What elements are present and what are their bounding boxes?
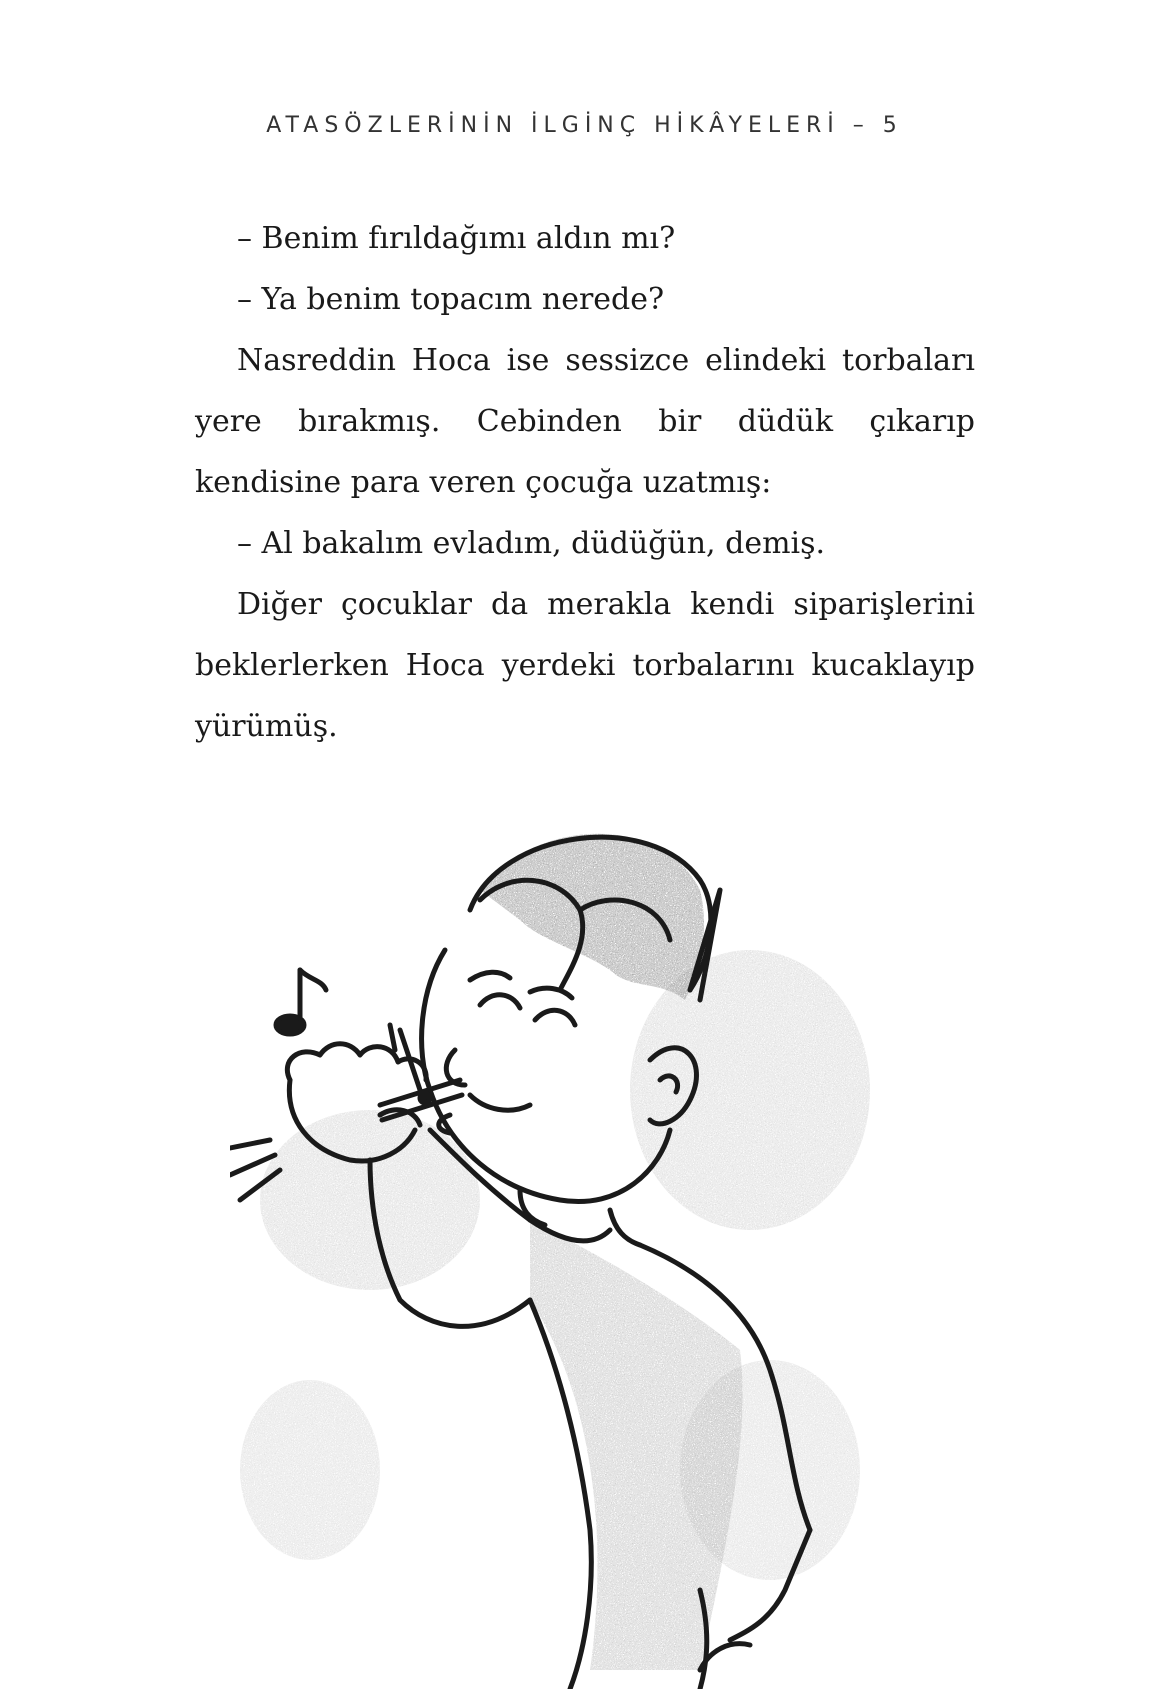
running-header: ATASÖZLERİNİN İLGİNÇ HİKÂYELERİ – 5 (266, 113, 903, 138)
boy-blowing-whistle-illustration (230, 830, 950, 1689)
paragraph-1: – Benim fırıldağımı aldın mı? (237, 221, 676, 256)
paragraph-4: – Al bakalım evladım, düdüğün, demiş. (237, 526, 826, 561)
paragraph-2: – Ya benim topacım nerede? (237, 282, 665, 317)
story-text (195, 208, 975, 757)
paragraph-3: Nasreddin Hoca ise sessizce elindeki torbaları yere bırakmış. Cebinden bir düdük çıkarıp kendisine para veren çocuğa uzatmış: (195, 343, 975, 500)
paragraph-5: Diğer çocuklar da merakla kendi siparişlerini beklerlerken Hoca yerdeki torbalarını kucaklayıp yürümüş. (195, 587, 975, 744)
